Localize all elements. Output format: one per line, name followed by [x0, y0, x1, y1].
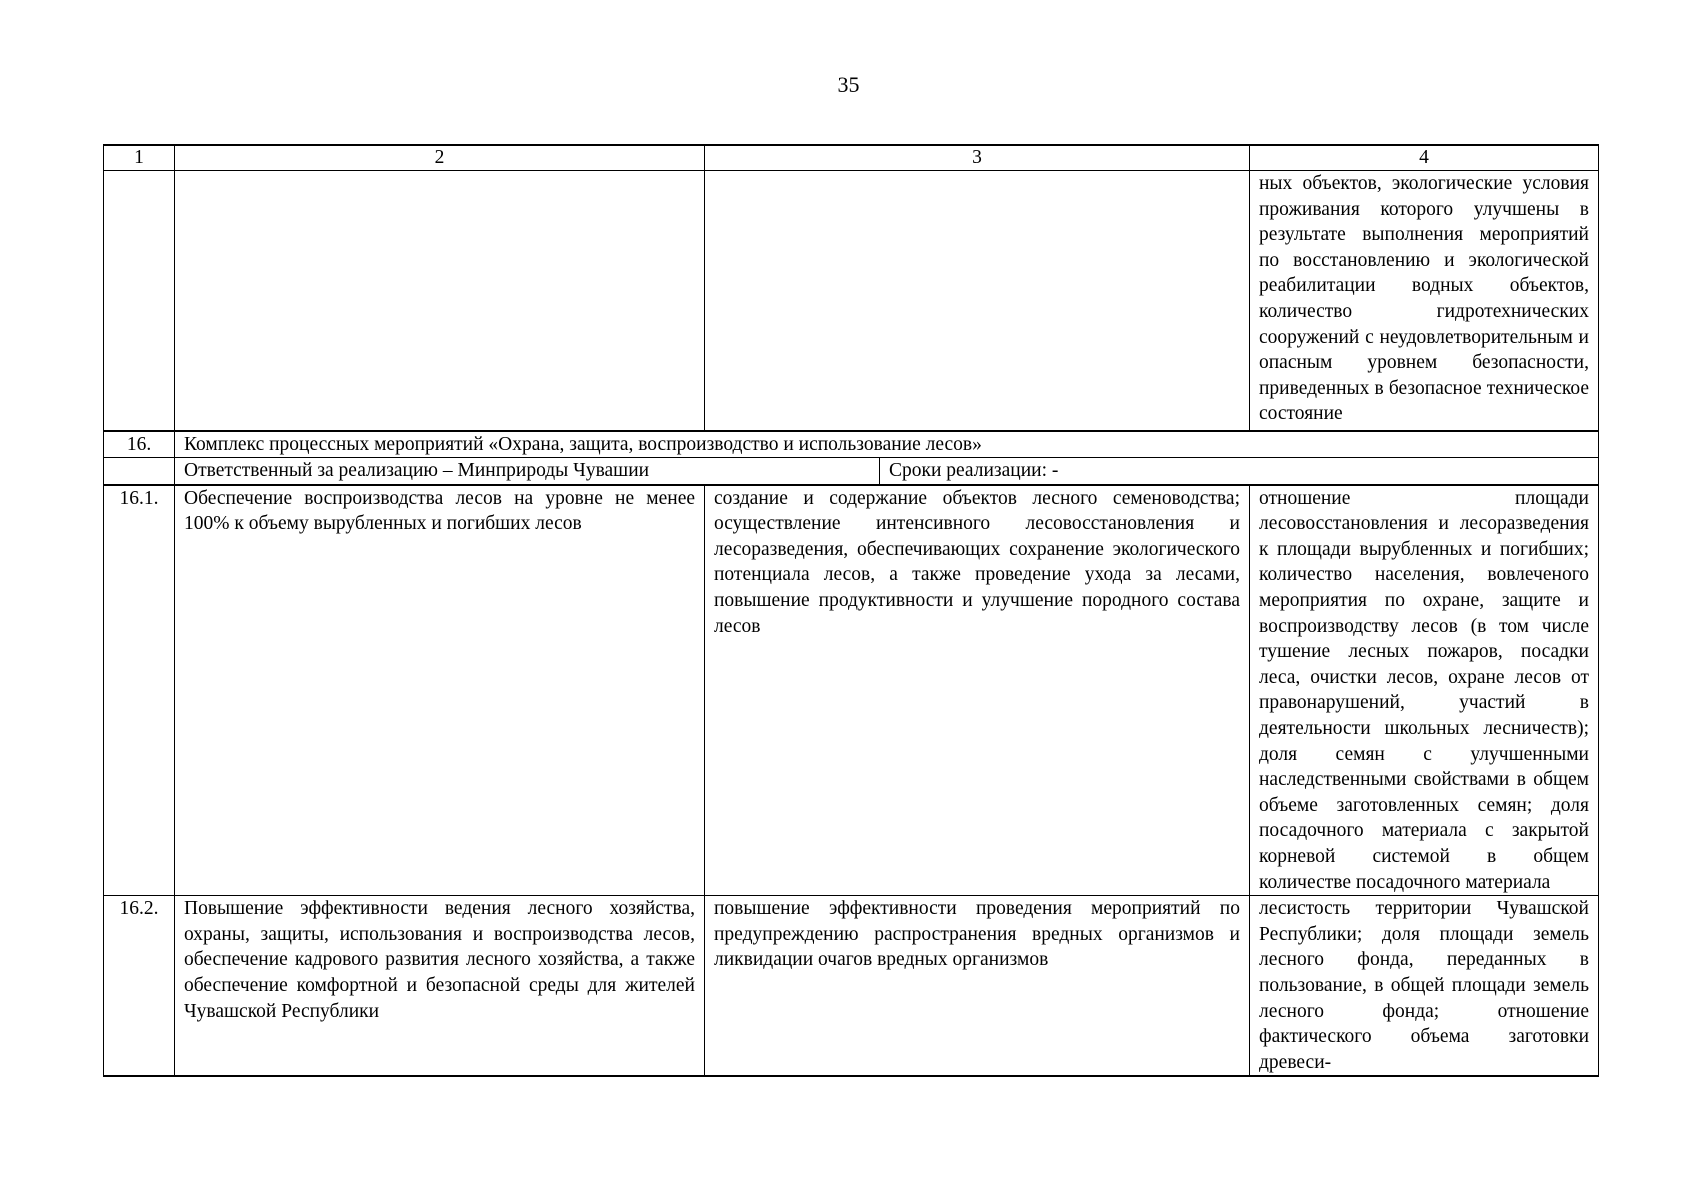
- section-meta-empty: [104, 458, 175, 485]
- section-title-row: [104, 431, 1599, 458]
- row-description: создание и содержание объектов лесного семеноводства; осуществление интенсивного лесовосстановления и лесоразведения, обеспечивающих сохранение экологического потенциала лесов, а также проведение ухода за лесами, повышение продуктивности и улучшение породного состава лесов: [705, 485, 1250, 896]
- continuation-row: [104, 171, 1599, 431]
- continuation-cell-3: [705, 171, 1250, 431]
- continuation-cell-1: [104, 171, 175, 431]
- row-indicators: отношение площади лесовосстановления и лесоразведения к площади вырубленных и погибших; количество населения, вовлеченого мероприятия по охране, защите и воспроизводству лесов (в том числе тушение лесных пожаров, посадки леса, очистки лесов, охране лесов от правонарушений, участий в деятельности школьных лесничеств); доля семян с улучшенными наследственными свойствами в общем объеме заготовленных семян; доля посадочного материала с закрытой корневой системой в общем количестве посадочного материала: [1250, 485, 1599, 896]
- row-number: 16.1.: [104, 485, 175, 896]
- section-responsible: Ответственный за реализацию – Минприроды Чувашии: [175, 458, 880, 484]
- measures-table: [103, 144, 1599, 1077]
- section-number: 16.: [104, 431, 175, 458]
- section-meta-row: [104, 458, 1599, 485]
- table-row: [104, 485, 1599, 896]
- section-title: Комплекс процессных мероприятий «Охрана, защита, воспроизводство и использование лесов»: [175, 431, 1599, 458]
- continuation-indicators: ных объектов, экологические условия проживания которого улучшены в результате выполнения мероприятий по восстановлению и экологической реабилитации водных объектов, количество гидротехнических сооружений с неудовлетворительным и опасным уровнем безопасности, приведенных в безопасное техническое состояние: [1250, 171, 1599, 431]
- row-task: Обеспечение воспроизводства лесов на уровне не менее 100% к объему вырубленных и погибших лесов: [175, 485, 705, 896]
- column-number-3: 3: [705, 145, 1250, 171]
- column-number-4: 4: [1250, 145, 1599, 171]
- row-indicators: лесистость территории Чувашской Республики; доля площади земель лесного фонда, переданных в пользование, в общей площади земель лесного фонда; отношение фактического объема заготовки древеси-: [1250, 896, 1599, 1077]
- section-meta-cell: [175, 458, 1599, 485]
- row-description: повышение эффективности проведения мероприятий по предупреждению распространения вредных организмов и ликвидации очагов вредных организмов: [705, 896, 1250, 1077]
- page-number: 35: [837, 72, 860, 97]
- row-number: 16.2.: [104, 896, 175, 1077]
- table-row: [104, 896, 1599, 1077]
- column-number-2: 2: [175, 145, 705, 171]
- continuation-cell-2: [175, 171, 705, 431]
- column-number-row: [104, 145, 1599, 171]
- column-number-1: 1: [104, 145, 175, 171]
- row-task: Повышение эффективности ведения лесного хозяйства, охраны, защиты, использования и воспроизводства лесов, обеспечение кадрового развития лесного хозяйства, а также обеспечение комфортной и безопасной среды для жителей Чувашской Республики: [175, 896, 705, 1077]
- section-deadline: Сроки реализации: -: [889, 460, 1059, 482]
